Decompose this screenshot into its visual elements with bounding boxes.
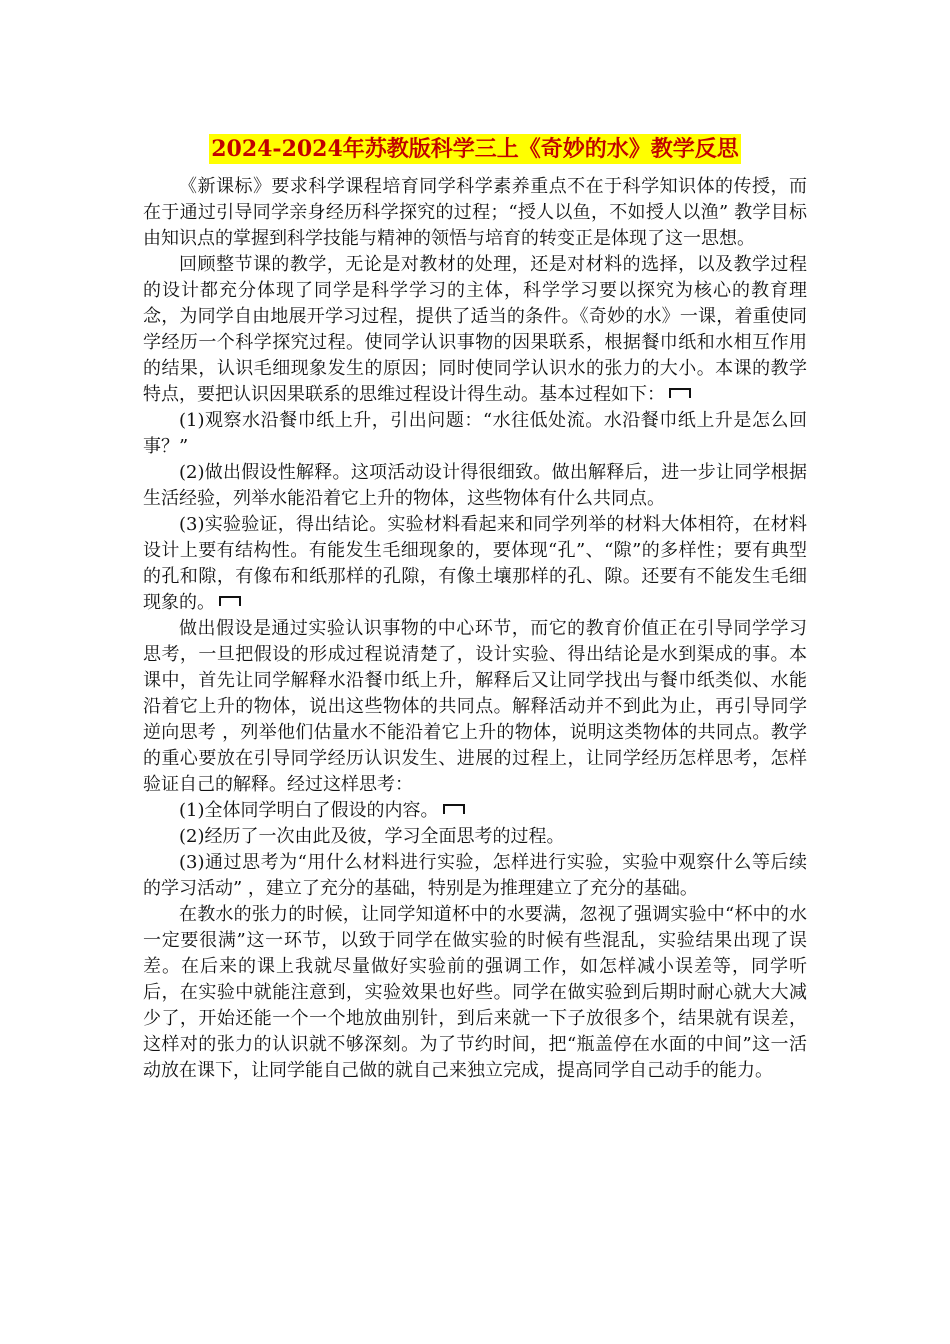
paragraph [143,460,807,512]
paragraph [143,408,807,460]
paragraph [143,252,807,408]
edit-mark-icon [219,596,241,606]
paragraph-text: (1)观察水沿餐巾纸上升，引出问题：“水往低处流。水沿餐巾纸上升是怎么回事？” [143,410,807,457]
edit-mark-icon [443,804,465,814]
paragraph [143,616,807,798]
paragraph [143,174,807,252]
paragraph-text: 在教水的张力的时候，让同学知道杯中的水要满，忽视了强调实验中“杯中的水一定要很满”这一环节，以致于同学在做实验的时候有些混乱，实验结果出现了误差。在后来的课上我就尽量做好实验前的强调工作，如怎样减小误差等，同学听后，在实验中就能注意到，实验效果也好些。同学在做实验到后期时耐心就大大减少了，开始还能一个一个地放曲别针，到后来就一下子放很多个，结果就有误差，这样对的张力的认识就不够深刻。为了节约时间，把“瓶盖停在水面的中间”这一活动放在课下，让同学能自己做的就自己来独立完成，提高同学自己动手的能力。 [143,904,807,1081]
paragraph-text: (2)做出假设性解释。这项活动设计得很细致。做出解释后，进一步让同学根据生活经验，列举水能沿着它上升的物体，这些物体有什么共同点。 [143,462,807,509]
paragraph-text: (3)实验验证，得出结论。实验材料看起来和同学列举的材料大体相符，在材料设计上要有结构性。有能发生毛细现象的，要体现“孔”、“隙”的多样性；要有典型的孔和隙，有像布和纸那样的孔隙，有像土壤那样的孔、隙。还要有不能发生毛细现象的。 [143,514,807,613]
paragraph [143,824,807,850]
paragraph-text: 做出假设是通过实验认识事物的中心环节，而它的教育价值正在引导同学学习思考，一旦把假设的形成过程说清楚了，设计实验、得出结论是水到渠成的事。本课中，首先让同学解释水沿餐巾纸上升，解释后又让同学找出与餐巾纸类似、水能沿着它上升的物体，说出这些物体的共同点。解释活动并不到此为止，再引导同学逆向思考 ，列举他们估量水不能沿着它上升的物体，说明这类物体的共同点。教学的重心要放在引导同学经历认识发生、进展的过程上，让同学经历怎样思考，怎样验证自己的解释。经过这样思考： [143,618,807,795]
paragraph-text: 回顾整节课的教学，无论是对教材的处理，还是对材料的选择，以及教学过程的设计都充分体现了同学是科学学习的主体，科学学习要以探究为核心的教育理念，为同学自由地展开学习过程，提供了适当的条件。《奇妙的水》一课，着重使同学经历一个科学探究过程。使同学认识事物的因果联系，根据餐巾纸和水相互作用的结果，认识毛细现象发生的原因；同时使同学认识水的张力的大小。本课的教学特点，要把认识因果联系的思维过程设计得生动。基本过程如下： [143,254,807,405]
edit-mark-icon [669,388,691,398]
title-container [0,134,950,164]
paragraph-text: (2)经历了一次由此及彼，学习全面思考的过程。 [179,826,565,847]
document-body [143,174,807,1084]
paragraph [143,512,807,616]
paragraph [143,798,807,824]
paragraph-text: (1)全体同学明白了假设的内容。 [179,800,439,821]
document-title: 2024-2024年苏教版科学三上《奇妙的水》教学反思 [211,136,739,162]
paragraph-text: 《新课标》要求科学课程培育同学科学素养重点不在于科学知识体的传授，而在于通过引导同学亲身经历科学探究的过程；“授人以鱼，不如授人以渔” 教学目标由知识点的掌握到科学技能与精神的领悟与培育的转变正是体现了这一思想。 [143,176,807,249]
paragraph [143,850,807,902]
paragraph-text: (3)通过思考为“用什么材料进行实验，怎样进行实验，实验中观察什么等后续的学习活动” ，建立了充分的基础，特别是为推理建立了充分的基础。 [143,852,807,899]
paragraph [143,902,807,1084]
